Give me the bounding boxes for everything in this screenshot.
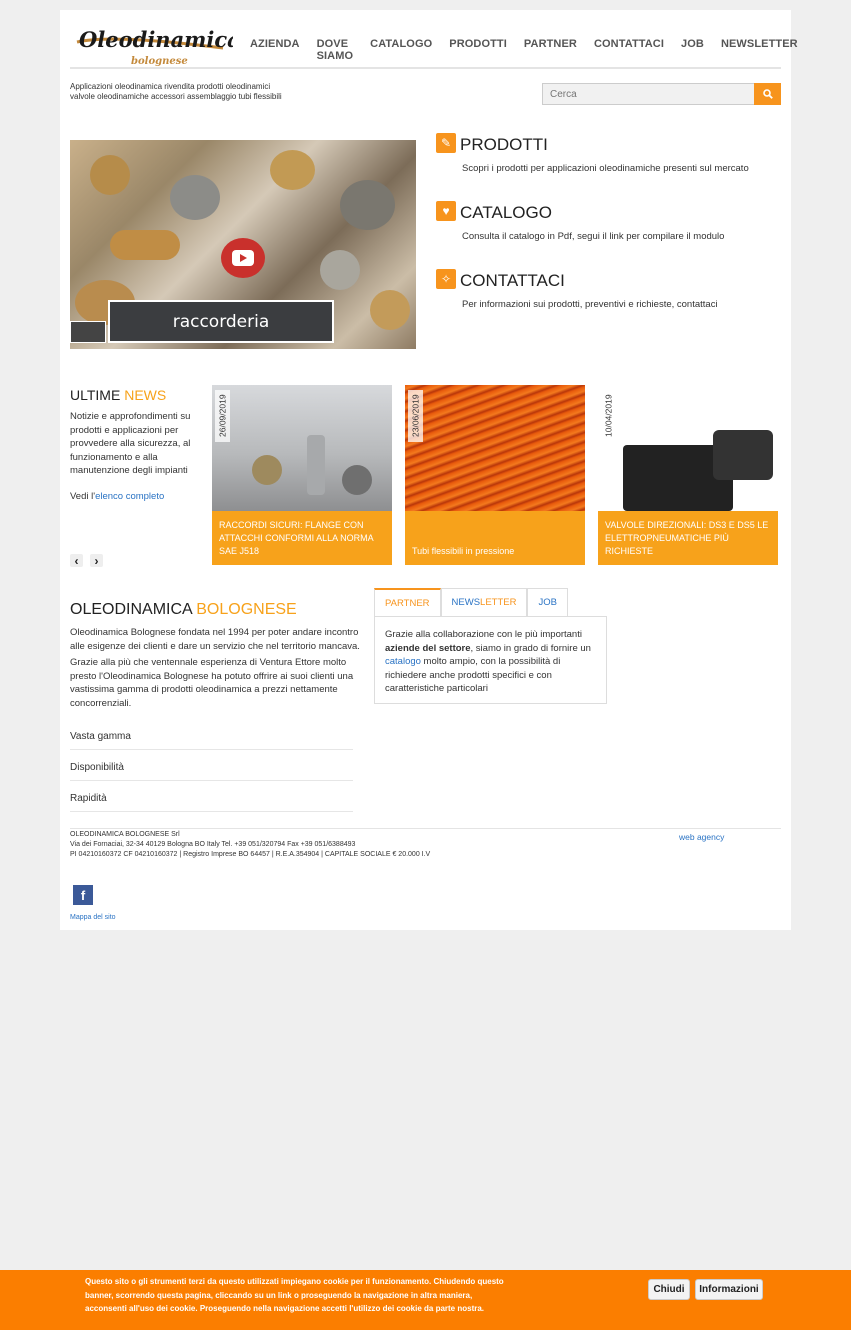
search-button[interactable]: [754, 83, 781, 105]
news-caption: Tubi flessibili in pressione: [405, 511, 585, 565]
feature-title-contattaci[interactable]: CONTATTACI: [460, 271, 565, 290]
accordion-disponibilita[interactable]: Disponibilità: [70, 762, 353, 781]
page-container: [60, 10, 798, 930]
cookie-close-button[interactable]: Chiudi: [648, 1279, 690, 1300]
magic-icon: ✧: [436, 269, 456, 289]
about-paragraph-2: Grazie alla più che ventennale esperienza di Ventura Ettore molto presto l'Oleodinamica Bolognese ha potuto offrire ai suoi clienti una vastissima gamma di prodotti oleodinamica a prezzi nettamente concorrenziali.: [70, 657, 354, 709]
footer-divider: [70, 828, 781, 829]
news-all-link[interactable]: elenco completo: [95, 491, 165, 502]
tab-panel-partner: Grazie alla collaborazione con le più importanti aziende del settore, siamo in grado di fornire un catalogo molto ampio, con la possibilità di richiedere anche prodotti specifici e con caratteristiche particolari: [374, 616, 607, 704]
nav-prodotti[interactable]: PRODOTTI: [449, 38, 507, 50]
svg-text:bolognese: bolognese: [131, 56, 188, 66]
news-date: 26/09/2019: [215, 390, 230, 442]
feature-text-contattaci: Per informazioni sui prodotti, preventivi e richieste, contattaci: [462, 299, 718, 310]
play-button[interactable]: [221, 238, 265, 278]
info-tabs: [374, 588, 568, 616]
news-prev-button[interactable]: ‹: [70, 554, 83, 567]
news-card[interactable]: [212, 385, 392, 565]
nav-dove-siamo[interactable]: DOVE SIAMO: [316, 38, 354, 62]
news-image: [598, 385, 778, 511]
footer-info: OLEODINAMICA BOLOGNESE Srl Via dei Fornaciai, 32-34 40129 Bologna BO Italy Tel. +39 051/320794 Fax +39 051/6388493 PI 04210160372 CF 04210160372 | Registro Imprese BO 64457 | R.E.A.354904 | CAPITALE SOCIALE € 20.000 I.V: [70, 831, 431, 858]
accordion-rapidita[interactable]: Rapidità: [70, 793, 353, 812]
nav-contattaci[interactable]: CONTATTACI: [593, 38, 665, 50]
about-paragraph-1: Oleodinamica Bolognese fondata nel 1994 per poter andare incontro alle esigenze dei clienti e dare un servizio che nel territorio mancava.: [70, 627, 360, 652]
fitting-image: [270, 150, 315, 190]
sitemap-link[interactable]: Mappa del sito: [70, 914, 116, 921]
news-caption: RACCORDI SICURI: FLANGE CON ATTACCHI CONFORMI ALLA NORMA SAE J518: [212, 511, 392, 565]
news-caption: VALVOLE DIREZIONALI: DS3 E DS5 LE ELETTROPNEUMATICHE PIÙ RICHIESTE: [598, 511, 778, 565]
video-player[interactable]: [70, 140, 416, 349]
feature-title-prodotti[interactable]: PRODOTTI: [460, 135, 548, 154]
news-card[interactable]: [598, 385, 778, 565]
youtube-play-icon: [232, 250, 254, 266]
pencil-icon: ✎: [436, 133, 456, 153]
news-next-button[interactable]: ›: [90, 554, 103, 567]
fitting-image: [340, 180, 395, 230]
news-link-text: Vedi l'elenco completo: [70, 491, 165, 502]
fitting-image: [170, 175, 220, 220]
catalog-link[interactable]: catalogo: [385, 656, 421, 667]
web-agency-link[interactable]: web agency: [679, 832, 725, 842]
facebook-icon[interactable]: f: [73, 885, 93, 905]
news-description: Notizie e approfondimenti su prodotti e applicazioni per provvedere alla sicurezza, al funzionamento e alla manutenzione degli impianti: [70, 411, 191, 476]
tab-newsletter[interactable]: NEWSLETTER: [441, 588, 528, 616]
feature-text-catalogo: Consulta il catalogo in Pdf, segui il link per compilare il modulo: [462, 231, 725, 242]
news-date: 10/04/2019: [601, 390, 616, 442]
heart-icon: ♥: [436, 201, 456, 221]
nav-newsletter[interactable]: NEWSLETTER: [720, 38, 798, 50]
fitting-image: [90, 155, 130, 195]
svg-text:Oleodinamica: Oleodinamica: [79, 27, 233, 52]
video-title: raccorderia: [108, 300, 334, 343]
feature-text-prodotti: Scopri i prodotti per applicazioni oleodinamiche presenti sul mercato: [462, 163, 749, 174]
cookie-info-button[interactable]: Informazioni: [695, 1279, 763, 1300]
tagline: Applicazioni oleodinamica rivendita prodotti oleodinamici valvole oleodinamiche accessori assemblaggio tubi flessibili: [70, 82, 282, 101]
main-nav: [250, 38, 815, 62]
news-card[interactable]: [405, 385, 585, 565]
fitting-image: [370, 290, 410, 330]
accordion-vasta-gamma[interactable]: Vasta gamma: [70, 731, 353, 750]
tab-job[interactable]: JOB: [527, 588, 567, 616]
logo[interactable]: [73, 20, 233, 66]
news-heading: ULTIME NEWS: [70, 387, 167, 403]
tab-partner[interactable]: PARTNER: [374, 588, 441, 616]
nav-partner[interactable]: PARTNER: [523, 38, 577, 50]
header-divider: [70, 67, 781, 69]
about-heading: OLEODINAMICA BOLOGNESE: [70, 601, 297, 618]
search-icon: [763, 89, 773, 99]
nav-azienda[interactable]: AZIENDA: [250, 38, 300, 50]
news-image: [405, 385, 585, 511]
feature-title-catalogo[interactable]: CATALOGO: [460, 203, 552, 222]
nav-job[interactable]: JOB: [681, 38, 704, 50]
fitting-image: [110, 230, 180, 260]
search-input[interactable]: [542, 83, 755, 105]
news-date: 23/06/2019: [408, 390, 423, 442]
fitting-image: [320, 250, 360, 290]
video-thumbnail[interactable]: [70, 321, 106, 343]
news-image: [212, 385, 392, 511]
nav-catalogo[interactable]: CATALOGO: [370, 38, 433, 50]
cookie-text: Questo sito o gli strumenti terzi da questo utilizzati impiegano cookie per il funzionamento. Chiudendo questo banner, scorrendo questa pagina, cliccando su un link o proseguendo la navigazione in altra maniera, acconsenti all'uso dei cookie. Proseguendo nella navigazione accetti l'utilizzo dei cookie da parte nostra.: [85, 1277, 504, 1313]
